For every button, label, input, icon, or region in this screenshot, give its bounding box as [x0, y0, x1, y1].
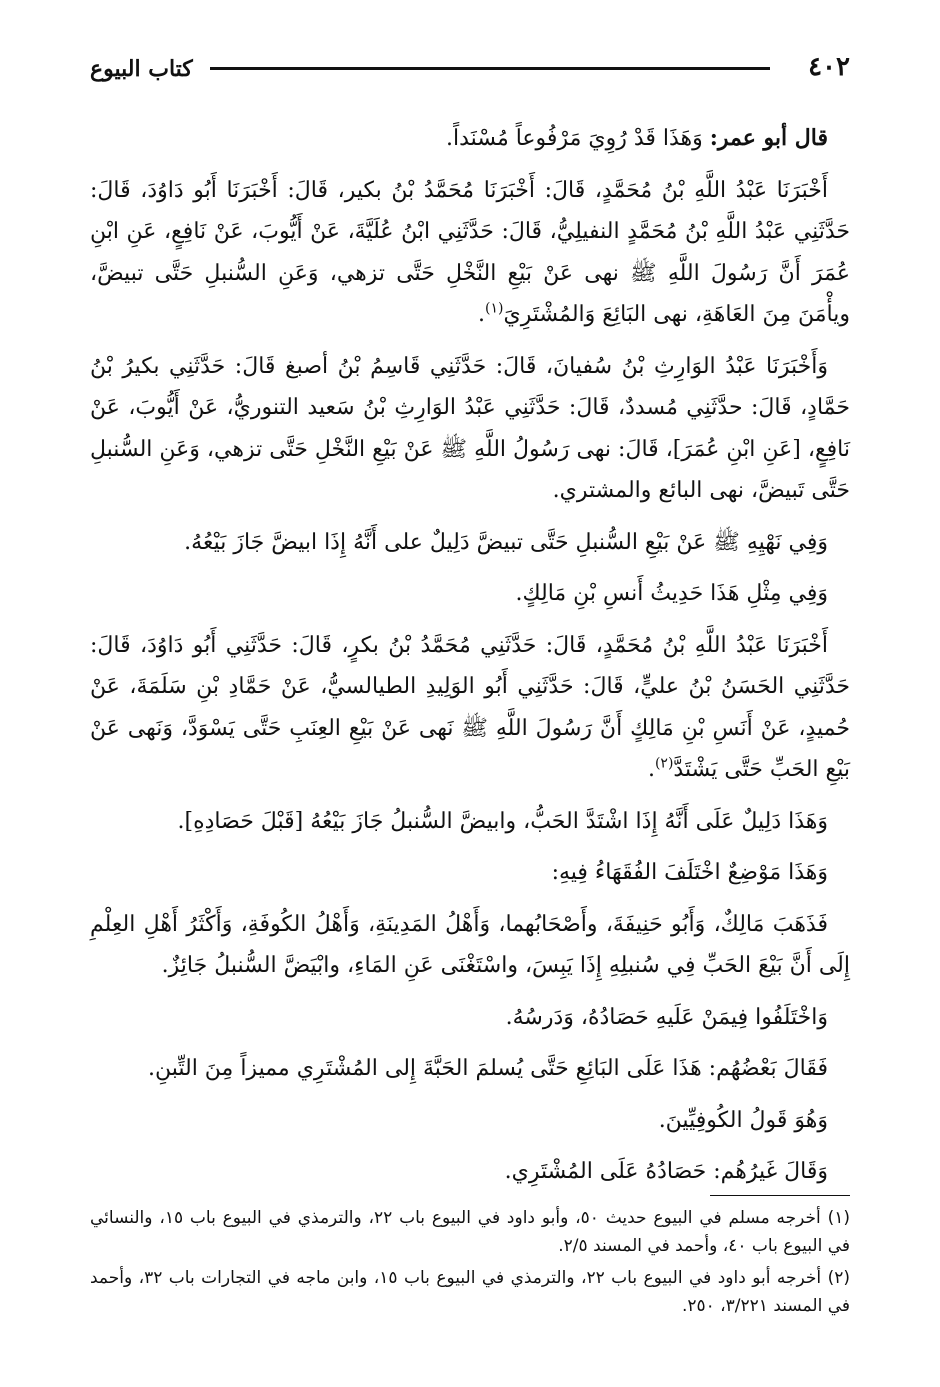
- page-header: [90, 40, 850, 80]
- paragraph-text: وَهَذَا قَدْ رُوِيَ مَرْفُوعاً مُسْنَداً.: [446, 126, 703, 151]
- paragraph-tail: .: [647, 757, 655, 782]
- book-page: [90, 40, 850, 1340]
- footnote: (٢) أخرجه أبو داود في البيوع باب ٢٢، والترمذي في البيوع باب ١٥، وابن ماجه في التجارات باب ٣٢، وأحمد في المسند ٣/٢٢١، ٢٥٠.: [90, 1268, 850, 1316]
- running-title: كتاب البيوع: [90, 56, 193, 82]
- paragraph: [90, 625, 850, 791]
- paragraph-text: وَأَخْبَرَنَا عَبْدُ الوَارِثِ بْنُ سُفيانَ، قَالَ: حَدَّثَنِي قَاسِمُ بْنُ أصبغ قَالَ: حَدَّثَنِي بكيرُ بْنُ حَمَّادٍ، قَالَ: حدَّثَنِي مُسددٌ، قَالَ: حَدَّثَنِي عَبْدُ الوَارِثِ بْنُ سَعيد التنوريُّ، عَنْ أَيُّوبَ، عَنْ نَافِعٍ، [عَنِ ابْنِ عُمَرَ]، قَالَ: نهى رَسُولُ اللَّهِ ﷺ عَنْ بَيْعِ النَّخْلِ حَتَّى تزهي، وَعَنِ السُّنبلِ حَتَّى تَبيضَّ، نهى البائع والمشتري.: [90, 353, 850, 503]
- paragraph-text: أَخْبَرَنَا عَبْدُ اللَّهِ بْنُ مُحَمَّدٍ، قَالَ: حَدَّثَنِي مُحَمَّدُ بْنُ بكرٍ، قَالَ: حَدَّثَنِي أَبُو دَاوُدَ، قَالَ: حَدَّثَنِي الحَسَنُ بْنُ عليٍّ، قَالَ: حَدَّثَنِي أَبُو الوَلِيدِ الطيالسيُّ، عَنْ حَمَّادِ بْنِ سَلَمَةَ، عَنْ حُميدٍ، عَنْ أَنَسِ بْنِ مَالِكٍ أَنَّ رَسُولَ اللَّهِ ﷺ نَهى عَنْ بَيْعِ العِنَبِ حَتَّى يَسْوَدَّ، وَنَهى عَنْ بَيْعِ الحَبِّ حَتَّى يَشْتَدَّ: [90, 632, 850, 782]
- paragraph-text: فَذَهَبَ مَالِكٌ، وَأَبُو حَنِيفَةَ، وأَصْحَابُهما، وَأَهْلُ المَدِينَةِ، وَأَهْلُ الكُوفَةِ، وَأَكْثَرُ أَهْلِ العِلْمِ إِلَى أَنَّ بَيْعَ الحَبِّ فِي سُنبلِهِ إِذَا يَبِسَ، واسْتَغْنَى عَنِ المَاءِ، وابْيَضَّ السُّنبلُ جَائِزٌ.: [90, 911, 850, 978]
- footnote-marker[interactable]: (٢): [654, 755, 674, 772]
- paragraph-text: أَخْبَرَنَا عَبْدُ اللَّهِ بْنُ مُحَمَّدٍ، قَالَ: أَخْبَرَنَا مُحَمَّدُ بْنُ بكير، قَالَ: أَخْبَرَنَا أَبُو دَاوُدَ، قَالَ: حَدَّثَنِي عَبْدُ اللَّهِ بْنُ مُحَمَّدٍ النفيلِيُّ، قَالَ: حَدَّثَنِي ابْنُ عُلَيَّةَ، عَنْ أَيُّوبَ، عَنْ نَافِعٍ، عَنِ ابْنِ عُمَرَ أَنَّ رَسُولَ اللَّهِ ﷺ نهى عَنْ بَيْعِ النَّخْلِ حَتَّى تزهي، وَعَنِ السُّنبلِ حَتَّى تبيضَّ، ويأْمَنَ مِنَ العَاهَةِ، نهى البَائِعَ وَالمُشْتَرِيَ: [90, 177, 850, 327]
- paragraph: [90, 1151, 850, 1193]
- footnotes-section: [90, 1195, 850, 1324]
- paragraph-text: وَاخْتَلَفُوا فِيمَنْ عَلَيهِ حَصَادُهُ، وَدَرسُهُ.: [505, 1004, 828, 1030]
- paragraph: [90, 852, 850, 894]
- paragraph: [90, 1100, 850, 1142]
- paragraph: [90, 522, 850, 564]
- paragraph-text: وَفِي نَهْيِهِ ﷺ عَنْ بَيْعِ السُّنبلِ حَتَّى تبيضَّ دَلِيلٌ على أَنَّهُ إِذَا ابيضَّ جَازَ بَيْعُهُ.: [184, 529, 828, 555]
- paragraph-text: وَهُوَ قَولُ الكُوفِيِّينَ.: [658, 1107, 828, 1133]
- footnote: (١) أخرجه مسلم في البيوع حديث ٥٠، وأبو داود في البيوع باب ٢٢، والترمذي في البيوع باب ١٥، والنسائي في البيوع باب ٤٠، وأحمد في المسند ٢/٥.: [90, 1208, 850, 1256]
- footnote-marker[interactable]: (١): [485, 300, 504, 317]
- paragraph-text: وَهَذَا مَوْضِعٌ اخْتَلَفَ الفُقَهَاءُ فِيهِ:: [551, 860, 828, 885]
- paragraph: [90, 346, 850, 512]
- paragraph: [90, 904, 850, 987]
- paragraph: [90, 1048, 850, 1090]
- paragraph-text: وَهَذَا دَلِيلٌ عَلَى أَنَّهُ إِذَا اشْتَدَّ الحَبُّ، وابيضَّ السُّنبلُ جَازَ بَيْعُهُ [قَبْلَ حَصَادِهِ].: [177, 808, 828, 834]
- header-rule: [210, 67, 770, 70]
- paragraph: [90, 170, 850, 336]
- footnote-separator: [710, 1195, 850, 1196]
- paragraph-lead: قال أبو عمر:: [709, 125, 828, 151]
- paragraph-text: وَقَالَ غَيرُهُم: حَصَادُهُ عَلَى المُشْتَرِي.: [504, 1159, 828, 1184]
- paragraph: [90, 118, 850, 160]
- paragraph-text: فَقَالَ بَعْضُهُم: هَذَا عَلَى البَائِعِ حَتَّى يُسلمَ الحَبَّةَ إِلى المُشْتَرِي مميزاً مِنَ التِّبنِ.: [147, 1056, 828, 1081]
- page-number: ٤٠٢: [808, 52, 850, 82]
- paragraph: [90, 997, 850, 1039]
- paragraph: [90, 573, 850, 615]
- paragraph-tail: .: [478, 302, 486, 327]
- main-text: [90, 118, 850, 1193]
- paragraph-text: وَفِي مِثْلِ هَذَا حَدِيثُ أَنسِ بْنِ مَالِكٍ.: [515, 581, 828, 606]
- paragraph: [90, 801, 850, 843]
